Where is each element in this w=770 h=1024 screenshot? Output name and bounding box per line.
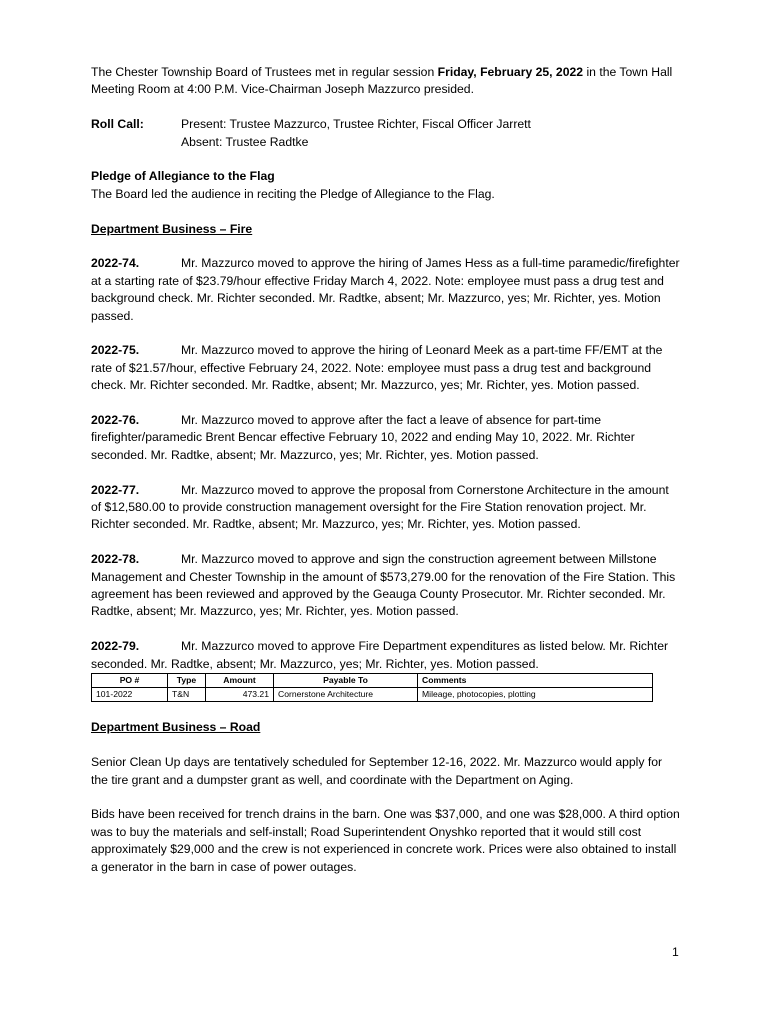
motion-2022-75: 2022-75. Mr. Mazzurco moved to approve the hiring of Leonard Meek as a part-time FF/EMT at the rate of $21.57/hour, effective February 24, 2022. Note: employee must pass a drug test and background check. Mr. Richter seconded. Mr. Radtke, absent; Mr. Mazzurco, yes; Mr. Richter, yes. Motion passed. (91, 343, 663, 393)
col-header-payable: Payable To (274, 674, 418, 688)
motion-2022-74: 2022-74. Mr. Mazzurco moved to approve the hiring of James Hess as a full-time paramedic/firefighter at a starting rate of $23.79/hour effective Friday March 4, 2022. Note: employee must pass a drug test and background check. Mr. Richter seconded. Mr. Radtke, absent; Mr. Mazzurco, yes; Mr. Richter, yes. Motion passed. (91, 256, 680, 323)
table-header-row (92, 674, 653, 688)
motion-2022-79: 2022-79. Mr. Mazzurco moved to approve Fire Department expenditures as listed below. Mr. Richter seconded. Mr. Radtke, absent; Mr. Mazzurco, yes; Mr. Richter, yes. Motion passed. (91, 639, 669, 671)
pledge-heading: Pledge of Allegiance to the Flag (91, 169, 275, 184)
col-header-po: PO # (92, 674, 168, 688)
intro-paragraph: The Chester Township Board of Trustees met in regular session Friday, February 25, 2022 in the Town Hall Meeting Room at 4:00 P.M. Vice-Chairman Joseph Mazzurco presided. (91, 65, 673, 97)
roll-call (91, 116, 681, 151)
col-header-comments: Comments (418, 674, 653, 688)
page-number: 1 (672, 945, 679, 959)
col-header-type: Type (168, 674, 206, 688)
road-heading: Department Business – Road (91, 720, 261, 735)
cell-payable: Cornerstone Architecture (274, 688, 418, 702)
motion-2022-78: 2022-78. Mr. Mazzurco moved to approve and sign the construction agreement between Millstone Management and Chester Township in the amount of $573,279.00 for the renovation of the Fire Station. This agreement has been reviewed and approved by the Geauga County Prosecutor. Mr. Richter seconded. Mr. Radtke, absent; Mr. Mazzurco, yes; Mr. Richter, yes. Motion passed. (91, 552, 676, 619)
road-paragraph-1: Senior Clean Up days are tentatively scheduled for September 12-16, 2022. Mr. Mazzurco would apply for the tire grant and a dumpster grant as well, and coordinate with the Department on Aging. (91, 755, 663, 787)
table-row (92, 688, 653, 702)
motion-2022-76: 2022-76. Mr. Mazzurco moved to approve after the fact a leave of absence for part-time firefighter/paramedic Brent Bencar effective February 10, 2022 and ending May 10, 2022. Mr. Richter seconded. Mr. Radtke, absent; Mr. Mazzurco, yes; Mr. Richter, yes. Motion passed. (91, 413, 635, 462)
cell-comments: Mileage, photocopies, plotting (418, 688, 653, 702)
roll-call-present: Present: Trustee Mazzurco, Trustee Richter, Fiscal Officer Jarrett (181, 117, 531, 132)
motion-2022-77: 2022-77. Mr. Mazzurco moved to approve the proposal from Cornerstone Architecture in the amount of $12,580.00 to provide construction management oversight for the Fire Station renovation project. Mr. Richter seconded. Mr. Radtke, absent; Mr. Mazzurco, yes; Mr. Richter, yes. Motion passed. (91, 482, 669, 532)
cell-type: T&N (168, 688, 206, 702)
meeting-date: Friday, February 25, 2022 (437, 65, 584, 79)
expenditures-table (91, 673, 653, 702)
col-header-amount: Amount (206, 674, 274, 688)
cell-po: 101-2022 (92, 688, 168, 702)
cell-amount: 473.21 (206, 688, 274, 702)
road-paragraph-2: Bids have been received for trench drains in the barn. One was $37,000, and one was $28,000. A third option was to buy the materials and self-install; Road Superintendent Onyshko reported that it would still cost approximately $29,000 and the crew is not experienced in concrete work. Prices were also obtained to install a generator in the barn in case of power outages. (91, 807, 680, 874)
minutes-page (91, 64, 681, 893)
roll-call-label: Roll Call: (91, 117, 144, 132)
fire-heading: Department Business – Fire (91, 221, 253, 236)
roll-call-absent: Absent: Trustee Radtke (181, 134, 309, 149)
pledge-text: The Board led the audience in reciting the Pledge of Allegiance to the Flag. (91, 186, 495, 201)
pledge-section (91, 168, 681, 203)
